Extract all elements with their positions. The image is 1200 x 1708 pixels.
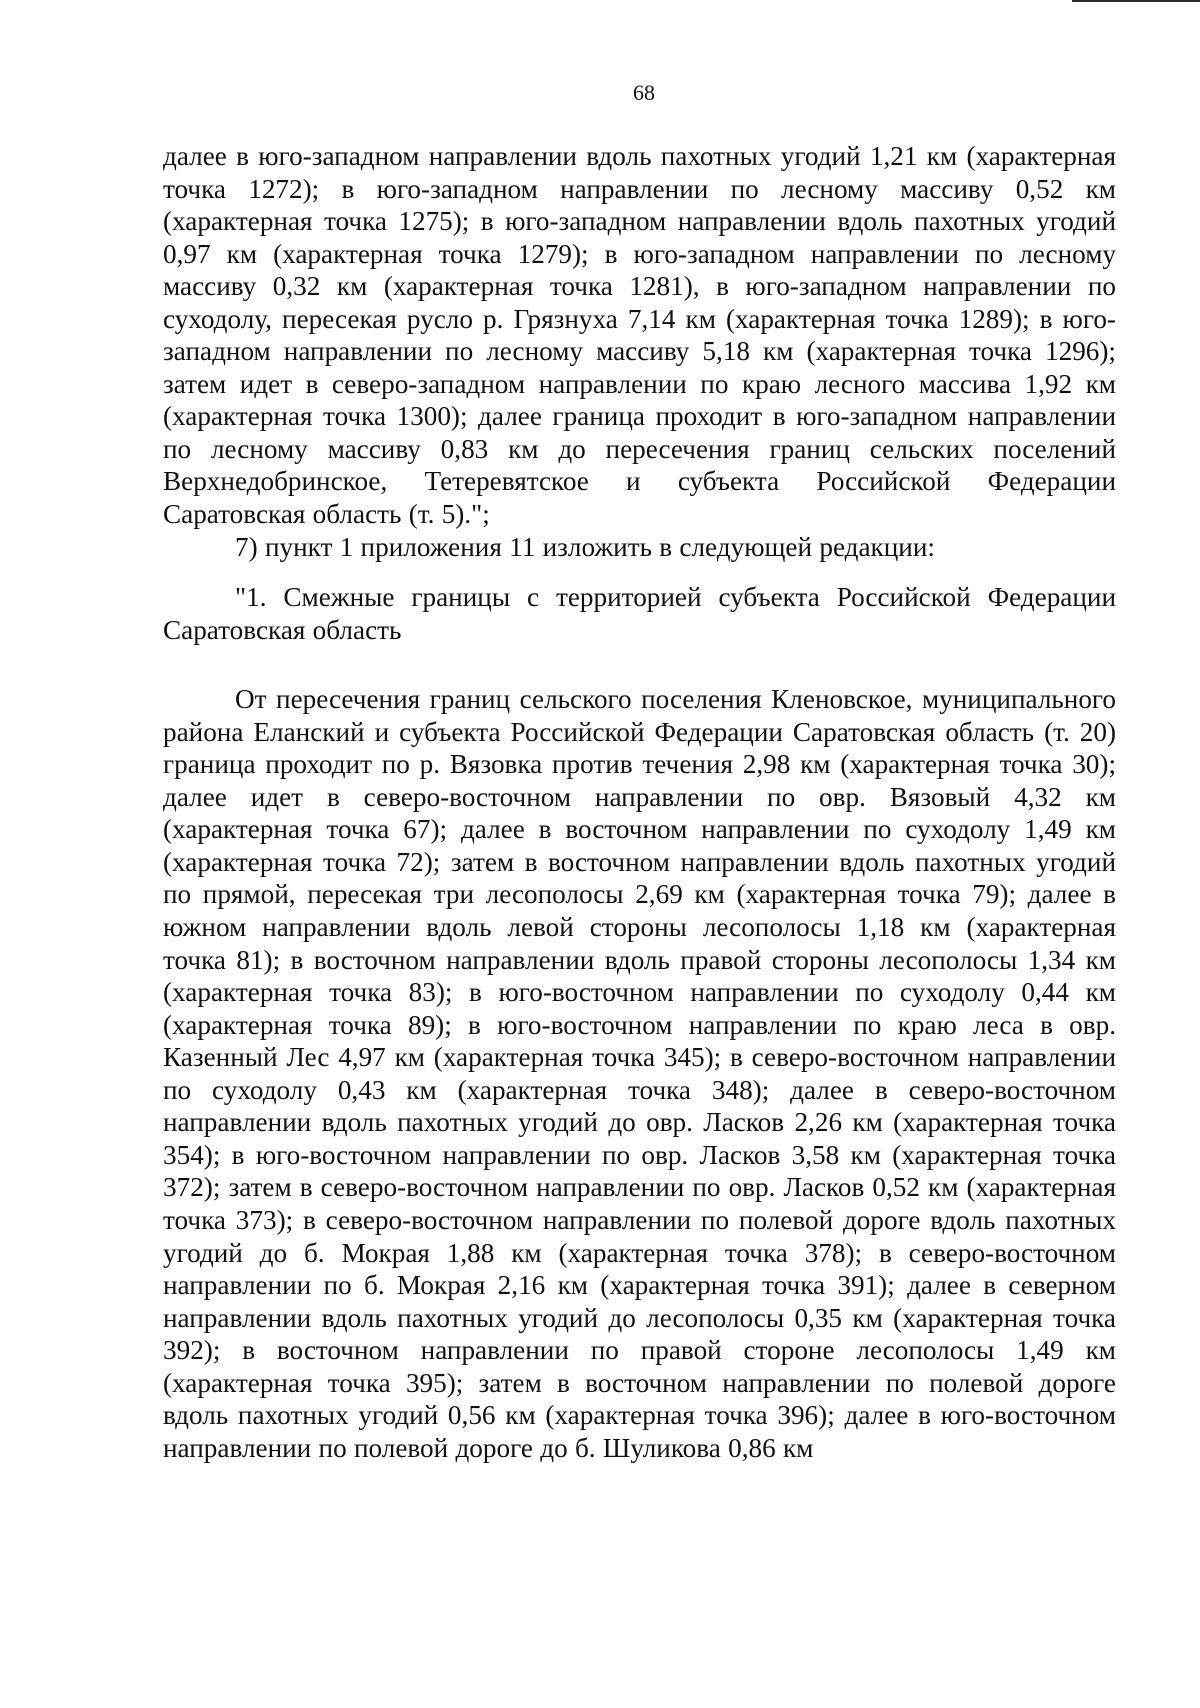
amendment-item-7: 7) пункт 1 приложения 11 изложить в следующей редакции: — [235, 531, 935, 562]
continuation-paragraph: далее в юго-западном направлении вдоль пахотных угодий 1,21 км (характерная точка 1272); в юго-западном направлении по лесному массиву 0,52 км (характерная точка 1275); в юго-западном направлении вдоль пахотных угодий 0,97 км (характерная точка 1279); в юго-западном направлении по лесному массиву 0,32 км (характерная точка 1281), в юго-западном направлении по суходолу, пересекая русло р. Грязнуха 7,14 км (характерная точка 1289); в юго-западном направлении по лесному массиву 5,18 км (характерная точка 1296); затем идет в северо-западном направлении по краю лесного массива 1,92 км (характерная точка 1300); далее граница проходит в юго-западном направлении по лесному массиву 0,83 км до пересечения границ сельских поселений Верхнедобринское, Тетеревятское и субъекта Российской Федерации Саратовская область (т. 5)."; — [163, 141, 1116, 530]
document-body — [163, 140, 1116, 1464]
page-number: 68 — [633, 80, 655, 105]
boundary-description-paragraph: От пересечения границ сельского поселения Кленовское, муниципального района Еланский и субъекта Российской Федерации Саратовская область (т. 20) граница проходит по р. Вязовка против течения 2,98 км (характерная точка 30); далее идет в северо-восточном направлении по овр. Вязовый 4,32 км (характерная точка 67); далее в восточном направлении по суходолу 1,49 км (характерная точка 72); затем в восточном направлении вдоль пахотных угодий по прямой, пересекая три лесополосы 2,69 км (характерная точка 79); далее в южном направлении вдоль левой стороны лесополосы 1,18 км (характерная точка 81); в восточном направлении вдоль правой стороны лесополосы 1,34 км (характерная точка 83); в юго-восточном направлении по суходолу 0,44 км (характерная точка 89); в юго-восточном направлении по краю леса в овр. Казенный Лес 4,97 км (характерная точка 345); в северо-восточном направлении по суходолу 0,43 км (характерная точка 348); далее в северо-восточном направлении вдоль пахотных угодий до овр. Ласков 2,26 км (характерная точка 354); в юго-восточном направлении по овр. Ласков 3,58 км (характерная точка 372); затем в северо-восточном направлении по овр. Ласков 0,52 км (характерная точка 373); в северо-восточном направлении по полевой дороге вдоль пахотных угодий до б. Мокрая 1,88 км (характерная точка 378); в северо-восточном направлении по б. Мокрая 2,16 км (характерная точка 391); далее в северном направлении вдоль пахотных угодий до лесополосы 0,35 км (характерная точка 392); в восточном направлении по правой стороне лесополосы 1,49 км (характерная точка 395); затем в восточном направлении по полевой дороге вдоль пахотных угодий 0,56 км (характерная точка 396); далее в юго-восточном направлении по полевой дороге до б. Шуликова 0,86 км — [163, 684, 1116, 1463]
section-heading: "1. Смежные границы с территорией субъекта Российской Федерации Саратовская область — [163, 582, 1116, 645]
scan-edge-line — [1072, 0, 1200, 2]
